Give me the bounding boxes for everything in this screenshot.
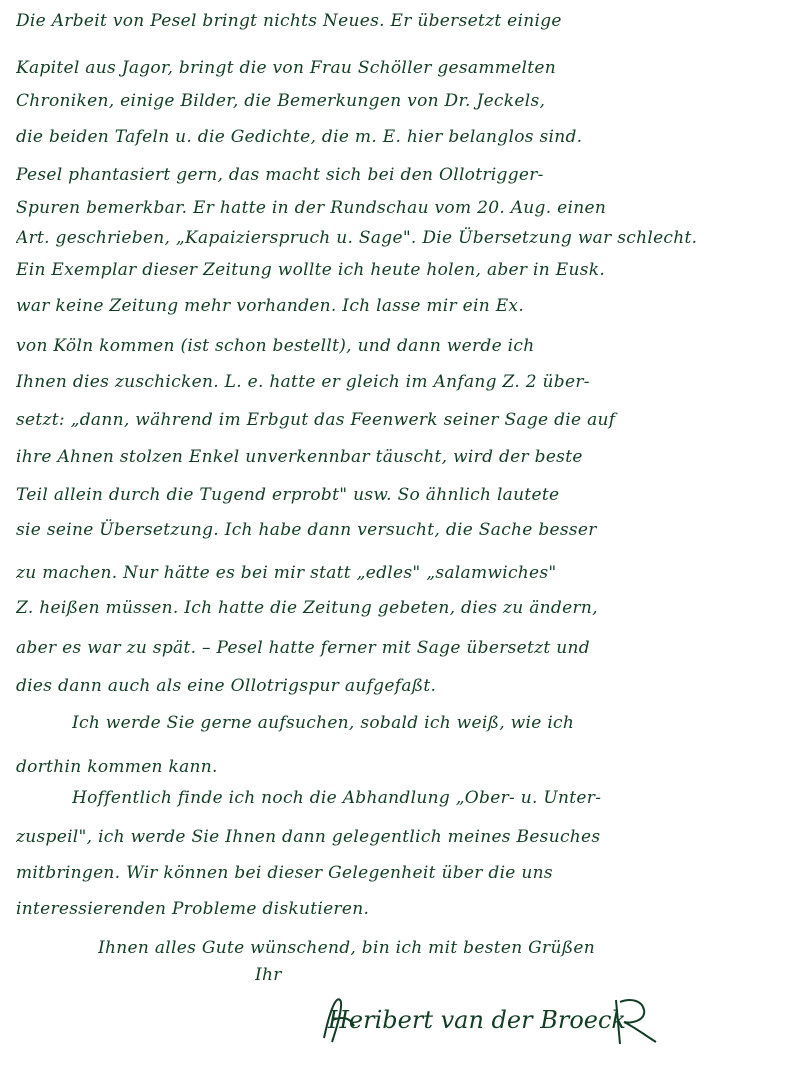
letter-line-26: Ihnen alles Gute wünschend, bin ich mit besten Grüßen — [98, 938, 595, 958]
letter-line-21: dorthin kommen kann. — [16, 757, 218, 777]
letter-line-10: von Köln kommen (ist schon bestellt), und dann werde ich — [16, 336, 535, 356]
letter-line-22: Hoffentlich finde ich noch die Abhandlung „Ober- u. Unter- — [72, 788, 602, 808]
letter-line-13: ihre Ahnen stolzen Enkel unverkennbar täuscht, wird der beste — [16, 447, 583, 467]
letter-line-18: aber es war zu spät. – Pesel hatte ferner mit Sage übersetzt und — [16, 638, 590, 658]
letter-line-15: sie seine Übersetzung. Ich habe dann versucht, die Sache besser — [16, 520, 597, 540]
letter-line-16: zu machen. Nur hätte es bei mir statt „edles" „salamwiches" — [16, 563, 557, 583]
signature-text: Heribert van der Broeck — [328, 1006, 626, 1034]
letter-line-3: Chroniken, einige Bilder, die Bemerkungen von Dr. Jeckels, — [16, 91, 546, 111]
letter-line-11: Ihnen dies zuschicken. L. e. hatte er gleich im Anfang Z. 2 über- — [16, 372, 590, 392]
letter-line-17: Z. heißen müssen. Ich hatte die Zeitung gebeten, dies zu ändern, — [16, 598, 598, 618]
letter-line-20: Ich werde Sie gerne aufsuchen, sobald ich weiß, wie ich — [72, 713, 575, 733]
letter-line-23: zuspeil", ich werde Sie Ihnen dann gelegentlich meines Besuches — [16, 827, 601, 847]
letter-line-25: interessierenden Probleme diskutieren. — [16, 899, 370, 919]
letter-line-14: Teil allein durch die Tugend erprobt" usw. So ähnlich lautete — [16, 485, 560, 505]
letter-line-1: Die Arbeit von Pesel bringt nichts Neues. Er übersetzt einige — [16, 11, 562, 31]
letter-line-12: setzt: „dann, während im Erbgut das Feenwerk seiner Sage die auf — [16, 410, 616, 430]
letter-line-19: dies dann auch als eine Ollotrigspur aufgefaßt. — [16, 676, 437, 696]
letter-line-6: Spuren bemerkbar. Er hatte in der Rundschau vom 20. Aug. einen — [16, 198, 607, 218]
letter-line-9: war keine Zeitung mehr vorhanden. Ich lasse mir ein Ex. — [16, 296, 525, 316]
letter-line-8: Ein Exemplar dieser Zeitung wollte ich heute holen, aber in Eusk. — [16, 260, 606, 280]
letter-line-7: Art. geschrieben, „Kapaizierspruch u. Sage". Die Übersetzung war schlecht. — [16, 228, 698, 248]
letter-line-5: Pesel phantasiert gern, das macht sich bei den Ollotrigger- — [16, 165, 544, 185]
letter-line-4: die beiden Tafeln u. die Gedichte, die m. E. hier belanglos sind. — [16, 127, 583, 147]
letter-line-27: Ihr — [255, 965, 282, 985]
letter-line-24: mitbringen. Wir können bei dieser Gelegenheit über die uns — [16, 863, 553, 883]
handwritten-signature — [320, 990, 680, 1050]
letter-line-2: Kapitel aus Jagor, bringt die von Frau Schöller gesammelten — [16, 58, 557, 78]
